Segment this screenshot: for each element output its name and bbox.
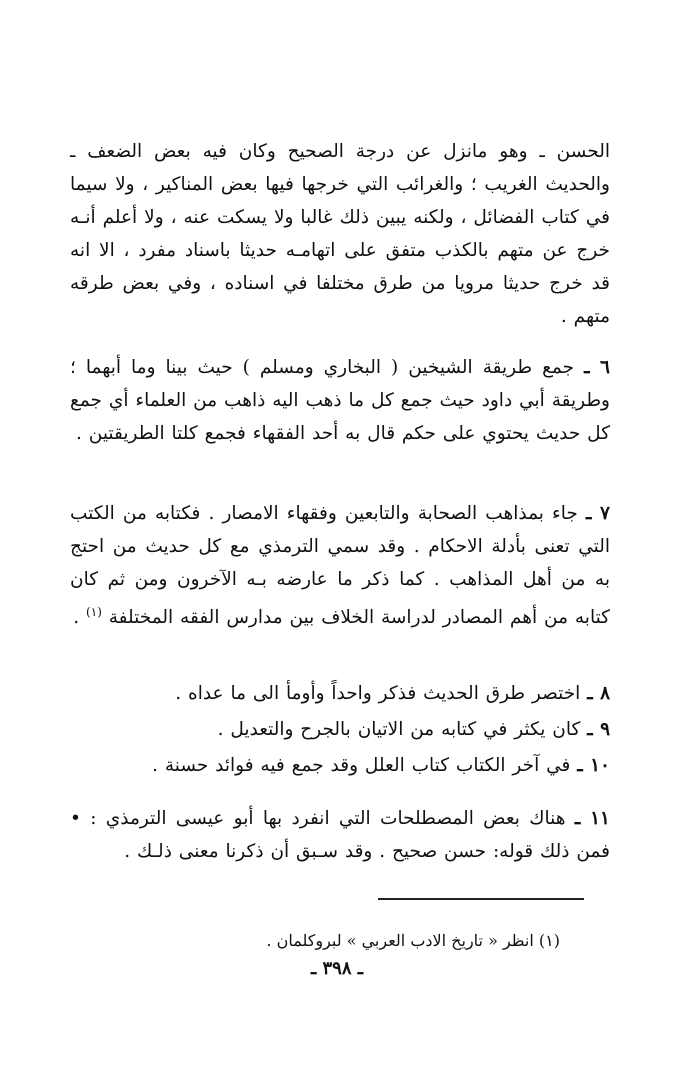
footnote-text: انظر « تاريخ الادب العربي » لبروكلمان . (266, 931, 534, 950)
intro-paragraph: الحسن ـ وهو مانزل عن درجة الصحيح وكان فيه بعض الضعف ـ والحديث الغريب ؛ والغرائب التي خرجها فيها بعض المناكير ، ولا سيما في كتاب الفضائل ، ولكنه يبين ذلك غالبا ولا يسكت عنه ، ولا أعلم أنـه خرج عن متهم بالكذب متفق على اتهامـه حديثا باسناد مفرد ، الا انه قد خرج حديثا مرويا من طرق مختلفا في اسناده ، وفي بعض طرقه متهم . (70, 140, 610, 327)
item-number: ١٠ ـ (577, 754, 610, 776)
list-item-11 (70, 802, 610, 868)
list-item-7 (70, 497, 610, 634)
item-text: جمع طريقة الشيخين ( البخاري ومسلم ) حيث بينا وما أبهما ؛ وطريقة أبي داود حيث جمع كل ما ذهب اليه ذاهب من العلماء أي جمع كل حديث يحتوي على حكم قال به أحد الفقهاء فجمع كلتا الطريقتين . (70, 356, 610, 444)
footnote-divider (378, 898, 584, 900)
footnote (70, 928, 560, 954)
item-text: في آخر الكتاب كتاب العلل وقد جمع فيه فوائد حسنة . (152, 754, 571, 776)
footnote-reference[interactable]: (١) (86, 604, 102, 619)
list-item-6 (70, 351, 610, 450)
item-text-tail: . (73, 606, 87, 628)
item-text: كان يكثر في كتابه من الاتيان بالجرح والتعديل . (217, 718, 581, 740)
item-number: ٨ ـ (587, 682, 610, 704)
list-item-10 (70, 749, 610, 782)
list-item-8 (70, 677, 610, 710)
item-number: ١١ ـ (574, 807, 610, 829)
item-number: ٦ ـ (584, 356, 610, 378)
item-text: اختصر طرق الحديث فذكر واحداً وأومأ الى ما عداه . (175, 682, 581, 704)
item-number: ٩ ـ (587, 718, 610, 740)
item-text: جاء بمذاهب الصحابة والتابعين وفقهاء الامصار . فكتابه من الكتب التي تعنى بأدلة الاحكام . وقد سمي الترمذي مع كل حديث من احتج به من أهل المذاهب . كما ذكر ما عارضه بـه الآخرون ومن ثم كان كتابه من أهم المصادر لدراسة الخلاف بين مدارس الفقه المختلفة (70, 502, 610, 628)
item-text: هناك بعض المصطلحات التي انفرد بها أبو عيسى الترمذي : • فمن ذلك قوله: حسن صحيح . وقد سـبق أن ذكرنا معنى ذلـك . (70, 807, 610, 862)
list-item-9 (70, 713, 610, 746)
page-number: ـ ٣٩٨ ـ (310, 958, 364, 979)
footnote-number: (١) (538, 931, 560, 950)
item-number: ٧ ـ (585, 502, 610, 524)
